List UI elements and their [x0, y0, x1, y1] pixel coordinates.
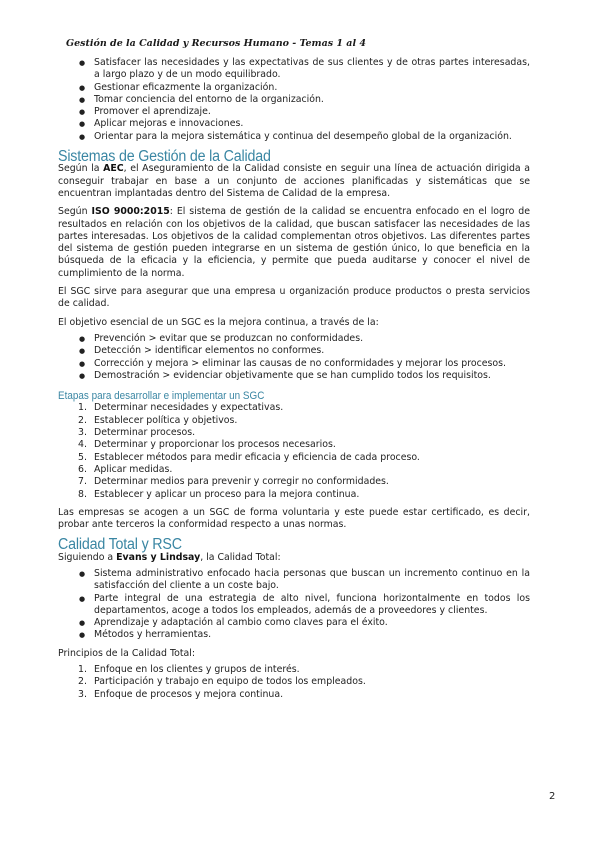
list-item: 2. Participación y trabajo en equipo de todos los empleados.: [78, 676, 366, 688]
list-item: 1. Enfoque en los clientes y grupos de interés.: [78, 664, 300, 676]
paragraph-evans-lindsay: Siguiendo a Evans y Lindsay, la Calidad Total:: [58, 551, 281, 563]
etapas-list: [58, 402, 530, 500]
list-item: ● Métodos y herramientas.: [58, 629, 530, 641]
principios-list: [58, 664, 530, 701]
section-heading-sgc: Sistemas de Gestión de la Calidad: [58, 148, 271, 166]
sgc-objective-list: [58, 333, 530, 382]
list-item: ● Prevención > evitar que se produzcan no conformidades.: [58, 333, 530, 345]
list-item: ● Parte integral de una estrategia de alto nivel, funciona horizontalmente en todos los departamentos, acoge a todos los empleados, además de a proveedores y clientes.: [58, 593, 530, 618]
list-item: 4. Determinar y proporcionar los procesos necesarios.: [78, 439, 336, 451]
list-item: ● Promover el aprendizaje.: [58, 106, 530, 118]
list-item: 3. Determinar procesos.: [78, 427, 196, 439]
list-item: ● Gestionar eficazmente la organización.: [58, 82, 530, 94]
list-item: 2. Establecer política y objetivos.: [78, 414, 238, 426]
list-item: ● Tomar conciencia del entorno de la organización.: [58, 94, 530, 106]
paragraph-sgc-purpose: El SGC sirve para asegurar que una empresa u organización produce productos o presta servicios de calidad.: [58, 286, 530, 310]
paragraph-iso: Según ISO 9000:2015: El sistema de gestión de la calidad se encuentra enfocado en el logro de resultados en relación con los objetivos de la calidad, que buscan satisfacer las necesidades de las partes interesadas. Los objetivos de la calidad complementan otros objetivos. Las diferentes partes del sistema de gestión pueden integrarse en un sistema de gestión único, lo que beneficia en la búsqueda de la eficacia y la eficiencia, y permite que pueda auditarse y conocer el nivel de cumplimiento de la norma.: [58, 206, 530, 279]
list-item: 6. Aplicar medidas.: [78, 463, 173, 475]
calidad-total-list: [58, 568, 530, 642]
list-item: ● Aprendizaje y adaptación al cambio como claves para el éxito.: [58, 617, 530, 629]
list-item: ● Satisfacer las necesidades y las expectativas de sus clientes y de otras partes interesadas, a largo plazo y de un modo equilibrado.: [58, 57, 530, 82]
subheading-etapas: Etapas para desarrollar e implementar un SGC: [58, 390, 265, 403]
page-header: Gestión de la Calidad y Recursos Humano - Temas 1 al 4: [66, 38, 366, 49]
paragraph-certification: Las empresas se acogen a un SGC de forma voluntaria y este puede estar certificado, es decir, probar ante terceros la conformidad respecto a unas normas.: [58, 506, 530, 531]
list-item: 8. Establecer y aplicar un proceso para la mejora continua.: [78, 488, 360, 500]
list-item: 1. Determinar necesidades y expectativas.: [78, 402, 284, 414]
list-item: 7. Determinar medios para prevenir y corregir no conformidades.: [78, 476, 389, 488]
intro-bullet-list: [58, 57, 530, 143]
list-item: ● Demostración > evidenciar objetivamente que se han cumplido todos los requisitos.: [58, 370, 530, 382]
list-item: ● Corrección y mejora > eliminar las causas de no conformidades y mejorar los procesos.: [58, 358, 530, 370]
list-item: 5. Establecer métodos para medir eficacia y eficiencia de cada proceso.: [78, 451, 420, 463]
paragraph-principios: Principios de la Calidad Total:: [58, 647, 196, 659]
page-number: 2: [549, 791, 556, 802]
section-heading-calidad-total: Calidad Total y RSC: [58, 536, 182, 554]
list-item: ● Sistema administrativo enfocado hacia personas que buscan un incremento continuo en la satisfacción del cliente a un coste bajo.: [58, 568, 530, 593]
list-item: ● Orientar para la mejora sistemática y continua del desempeño global de la organización.: [58, 131, 530, 143]
list-item: ● Detección > identificar elementos no conformes.: [58, 345, 530, 357]
list-item: 3. Enfoque de procesos y mejora continua.: [78, 688, 284, 700]
paragraph-aec: Según la AEC, el Aseguramiento de la Calidad consiste en seguir una línea de actuación dirigida a conseguir trabajar en base a un conjunto de acciones planificadas y sistemáticas que se encuentran implantadas dentro del Sistema de Calidad de la empresa.: [58, 163, 530, 199]
paragraph-sgc-objective: El objetivo esencial de un SGC es la mejora continua, a través de la:: [58, 316, 379, 328]
list-item: ● Aplicar mejoras e innovaciones.: [58, 118, 530, 130]
document-body: [58, 57, 530, 701]
